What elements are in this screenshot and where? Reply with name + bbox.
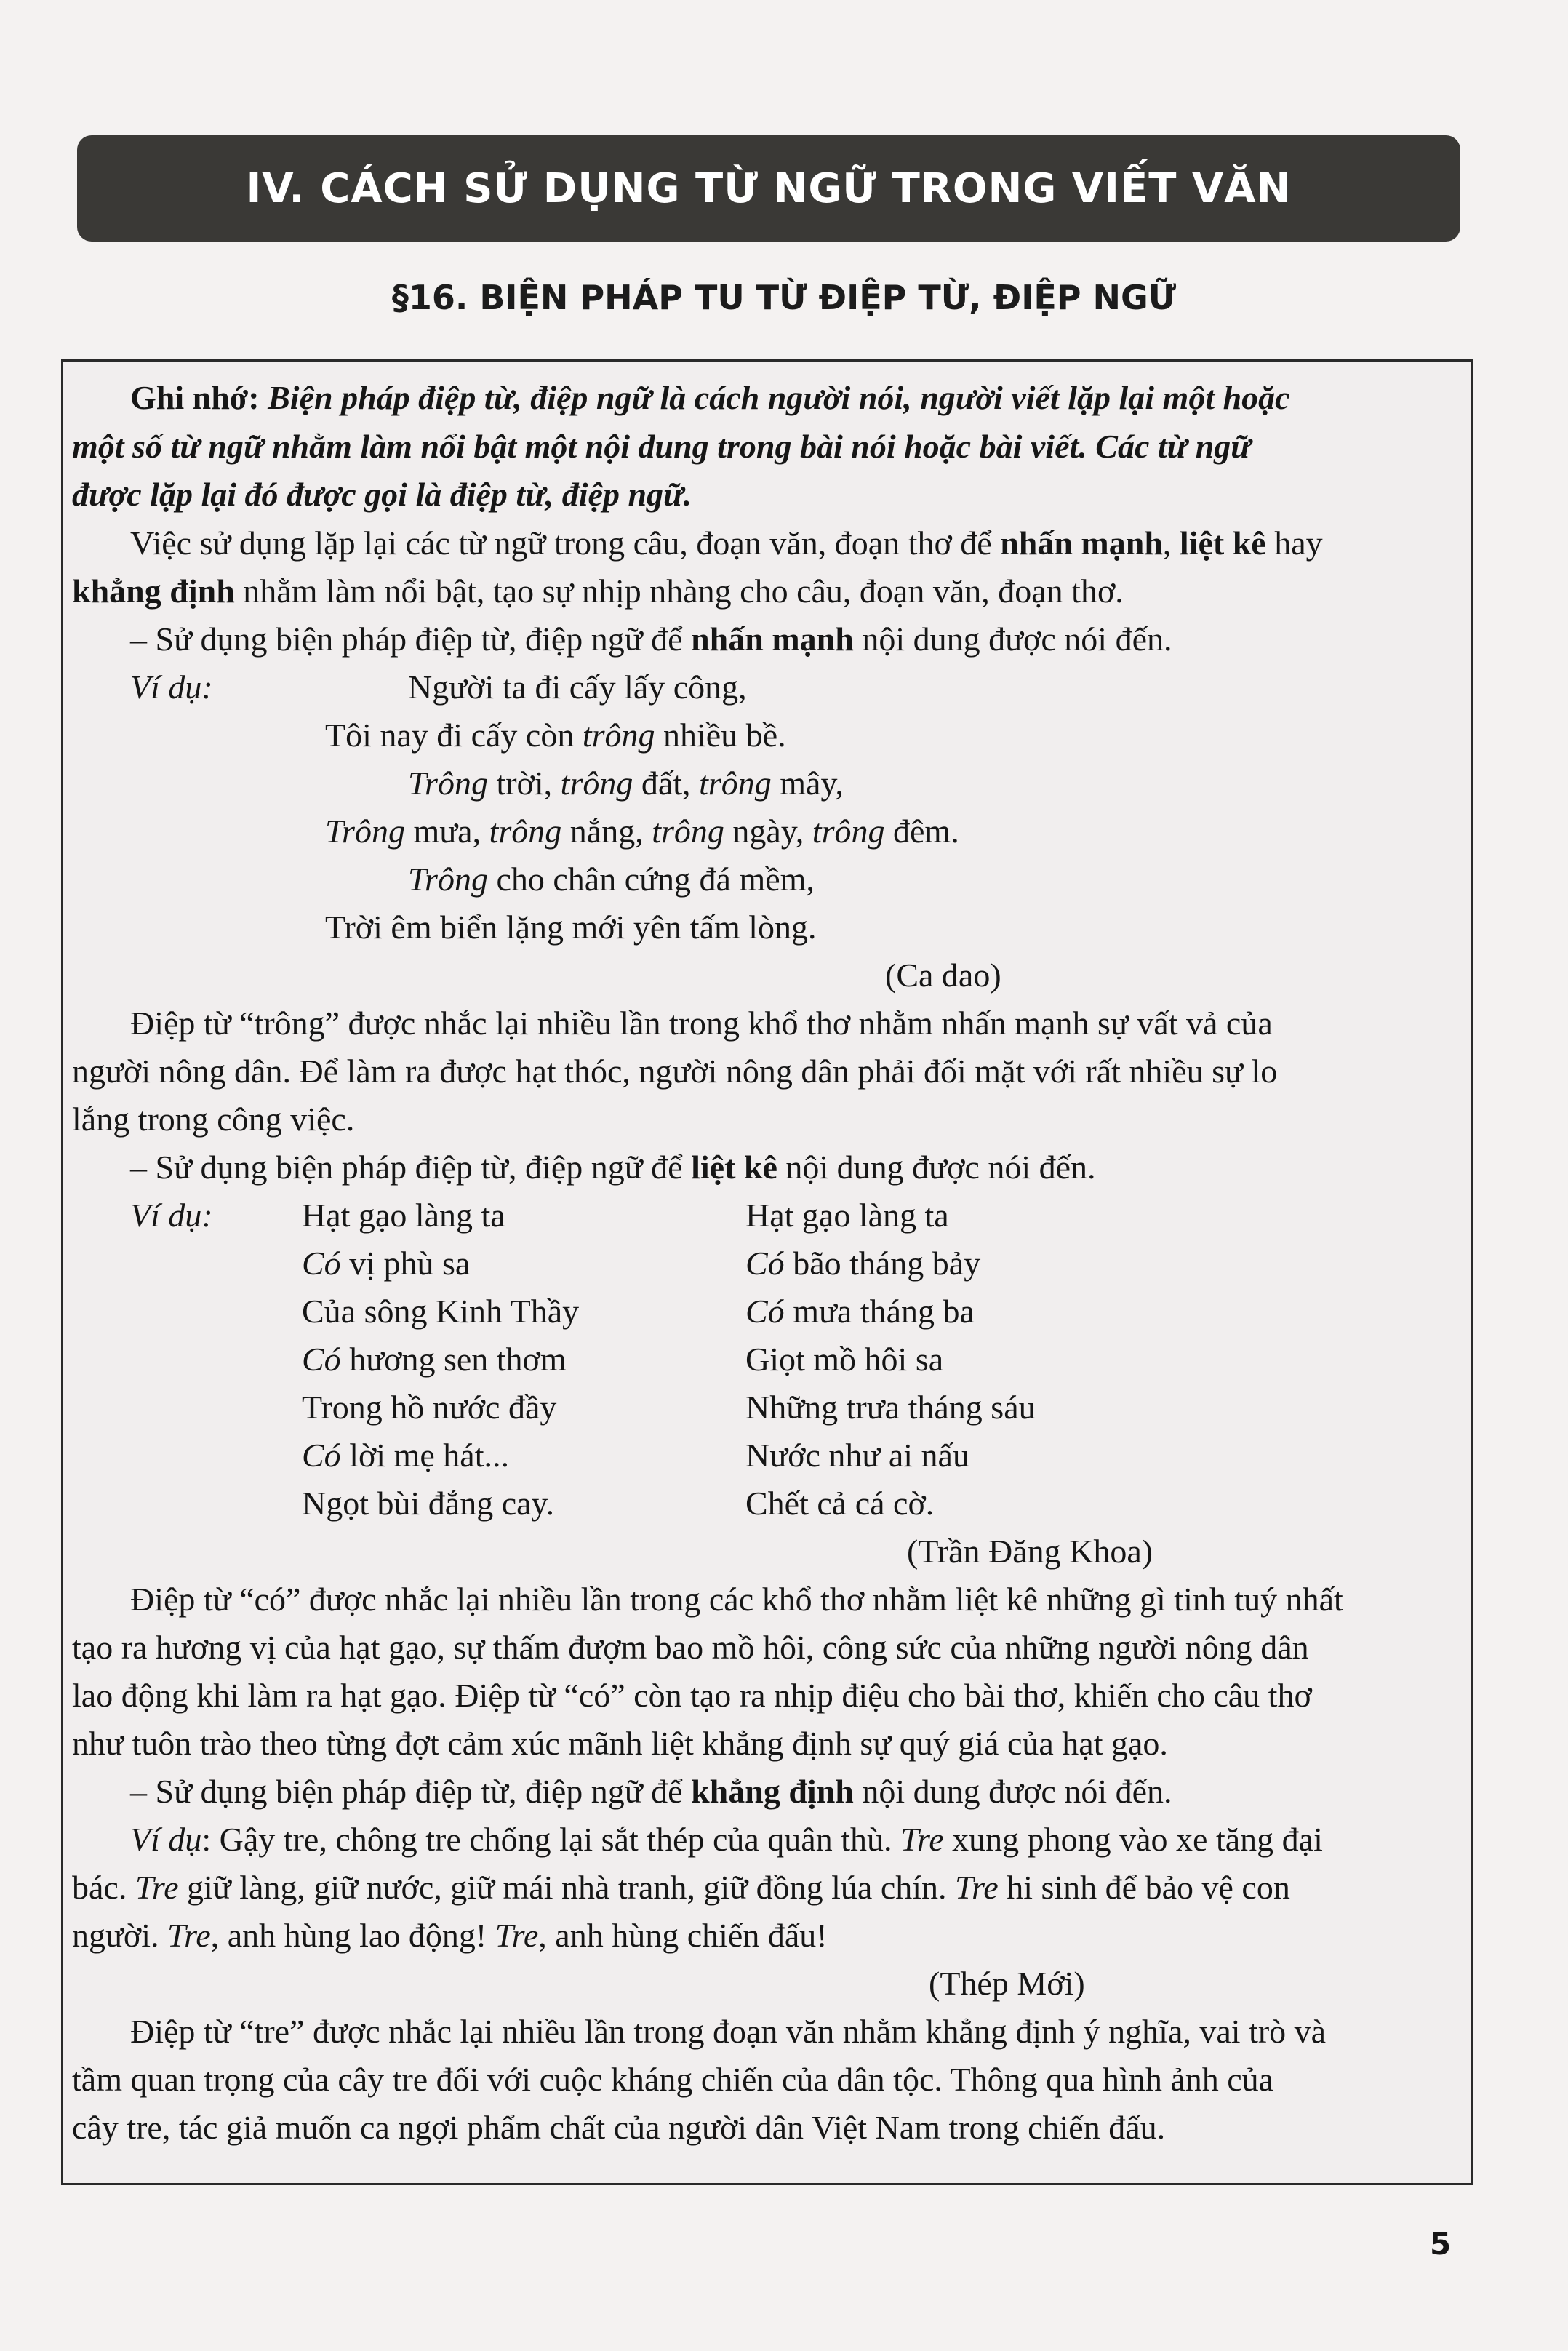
- poem-line: Của sông Kinh Thầy: [302, 1293, 580, 1330]
- poem-line: Chết cả cá cờ.: [745, 1485, 935, 1522]
- poem-line: Trông trời, trông đất, trông mây,: [408, 765, 844, 802]
- bullet-emphasize: – Sử dụng biện pháp điệp từ, điệp ngữ để nhấn mạnh nội dung được nói đến.: [130, 620, 1172, 658]
- source-citation: (Thép Mới): [929, 1965, 1085, 2002]
- content-box: [61, 359, 1473, 2185]
- poem-line: Nước như ai nấu: [745, 1437, 969, 1474]
- poem-line: Trời êm biển lặng mới yên tấm lòng.: [325, 909, 817, 946]
- explanation-line: Điệp từ “trông” được nhắc lại nhiều lần trong khổ thơ nhằm nhấn mạnh sự vất vả của: [130, 1005, 1273, 1042]
- intro-line-1: Việc sử dụng lặp lại các từ ngữ trong câu, đoạn văn, đoạn thơ để nhấn mạnh, liệt kê hay: [130, 524, 1323, 562]
- explanation-line: lao động khi làm ra hạt gạo. Điệp từ “có” còn tạo ra nhịp điệu cho bài thơ, khiến cho câu thơ: [72, 1677, 1312, 1714]
- poem-line: Trong hồ nước đầy: [302, 1389, 557, 1426]
- note-line-2: một số từ ngữ nhằm làm nổi bật một nội dung trong bài nói hoặc bài viết. Các từ ngữ: [72, 428, 1251, 465]
- explanation-line: tạo ra hương vị của hạt gạo, sự thấm đượm bao mồ hôi, công sức của những người nông dân: [72, 1629, 1309, 1666]
- prose-line: Ví dụ: Gậy tre, chông tre chống lại sắt thép của quân thù. Tre xung phong vào xe tăng đại: [130, 1821, 1323, 1858]
- poem-line: Trông cho chân cứng đá mềm,: [408, 861, 815, 898]
- poem-line: Tôi nay đi cấy còn trông nhiều bề.: [325, 717, 786, 754]
- example-label: Ví dụ:: [130, 1197, 213, 1234]
- poem-line: Có lời mẹ hát...: [302, 1437, 509, 1474]
- poem-line: Ngọt bùi đắng cay.: [302, 1485, 555, 1522]
- explanation-line: tầm quan trọng của cây tre đối với cuộc kháng chiến của dân tộc. Thông qua hình ảnh của: [72, 2061, 1274, 2098]
- bullet-list: – Sử dụng biện pháp điệp từ, điệp ngữ để liệt kê nội dung được nói đến.: [130, 1149, 1096, 1186]
- explanation-line: người nông dân. Để làm ra được hạt thóc, người nông dân phải đối mặt với rất nhiều sự lo: [72, 1053, 1278, 1090]
- prose-line: bác. Tre giữ làng, giữ nước, giữ mái nhà tranh, giữ đồng lúa chín. Tre hi sinh để bảo vệ con: [72, 1869, 1290, 1906]
- chapter-banner: [77, 135, 1460, 242]
- example-label: Ví dụ:: [130, 668, 213, 706]
- poem-line: Có hương sen thơm: [302, 1341, 567, 1378]
- source-citation: (Ca dao): [885, 957, 1001, 994]
- poem-line: Hạt gạo làng ta: [745, 1197, 949, 1234]
- poem-line: Người ta đi cấy lấy công,: [408, 668, 747, 706]
- explanation-line: Điệp từ “tre” được nhắc lại nhiều lần trong đoạn văn nhằm khẳng định ý nghĩa, vai trò và: [130, 2013, 1327, 2050]
- page-number: 5: [1430, 2226, 1452, 2262]
- note-line-1: Ghi nhớ: Biện pháp điệp từ, điệp ngữ là cách người nói, người viết lặp lại một hoặc: [130, 379, 1290, 416]
- poem-line: Những trưa tháng sáu: [745, 1389, 1036, 1426]
- explanation-line: Điệp từ “có” được nhắc lại nhiều lần trong các khổ thơ nhằm liệt kê những gì tinh tuý nhất: [130, 1581, 1343, 1618]
- bullet-affirm: – Sử dụng biện pháp điệp từ, điệp ngữ để khẳng định nội dung được nói đến.: [130, 1773, 1172, 1810]
- poem-line: Trông mưa, trông nắng, trông ngày, trông đêm.: [325, 813, 959, 850]
- prose-line: người. Tre, anh hùng lao động! Tre, anh hùng chiến đấu!: [72, 1917, 828, 1954]
- explanation-line: lắng trong công việc.: [72, 1101, 355, 1138]
- chapter-title: IV. CÁCH SỬ DỤNG TỪ NGỮ TRONG VIẾT VĂN: [246, 164, 1292, 212]
- intro-line-2: khẳng định nhằm làm nổi bật, tạo sự nhịp nhàng cho câu, đoạn văn, đoạn thơ.: [72, 572, 1124, 610]
- poem-line: Giọt mồ hôi sa: [745, 1341, 944, 1378]
- source-citation: (Trần Đăng Khoa): [907, 1533, 1153, 1570]
- note-line-3: được lặp lại đó được gọi là điệp từ, điệp ngữ.: [72, 476, 692, 513]
- lesson-title: §16. BIỆN PHÁP TU TỪ ĐIỆP TỪ, ĐIỆP NGỮ: [391, 278, 1177, 317]
- poem-line: Có mưa tháng ba: [745, 1293, 975, 1330]
- explanation-line: cây tre, tác giả muốn ca ngợi phẩm chất của người dân Việt Nam trong chiến đấu.: [72, 2109, 1166, 2146]
- poem-line: Có vị phù sa: [302, 1245, 471, 1282]
- explanation-line: như tuôn trào theo từng đợt cảm xúc mãnh liệt khẳng định sự quý giá của hạt gạo.: [72, 1725, 1168, 1762]
- poem-line: Hạt gạo làng ta: [302, 1197, 505, 1234]
- poem-line: Có bão tháng bảy: [745, 1245, 981, 1282]
